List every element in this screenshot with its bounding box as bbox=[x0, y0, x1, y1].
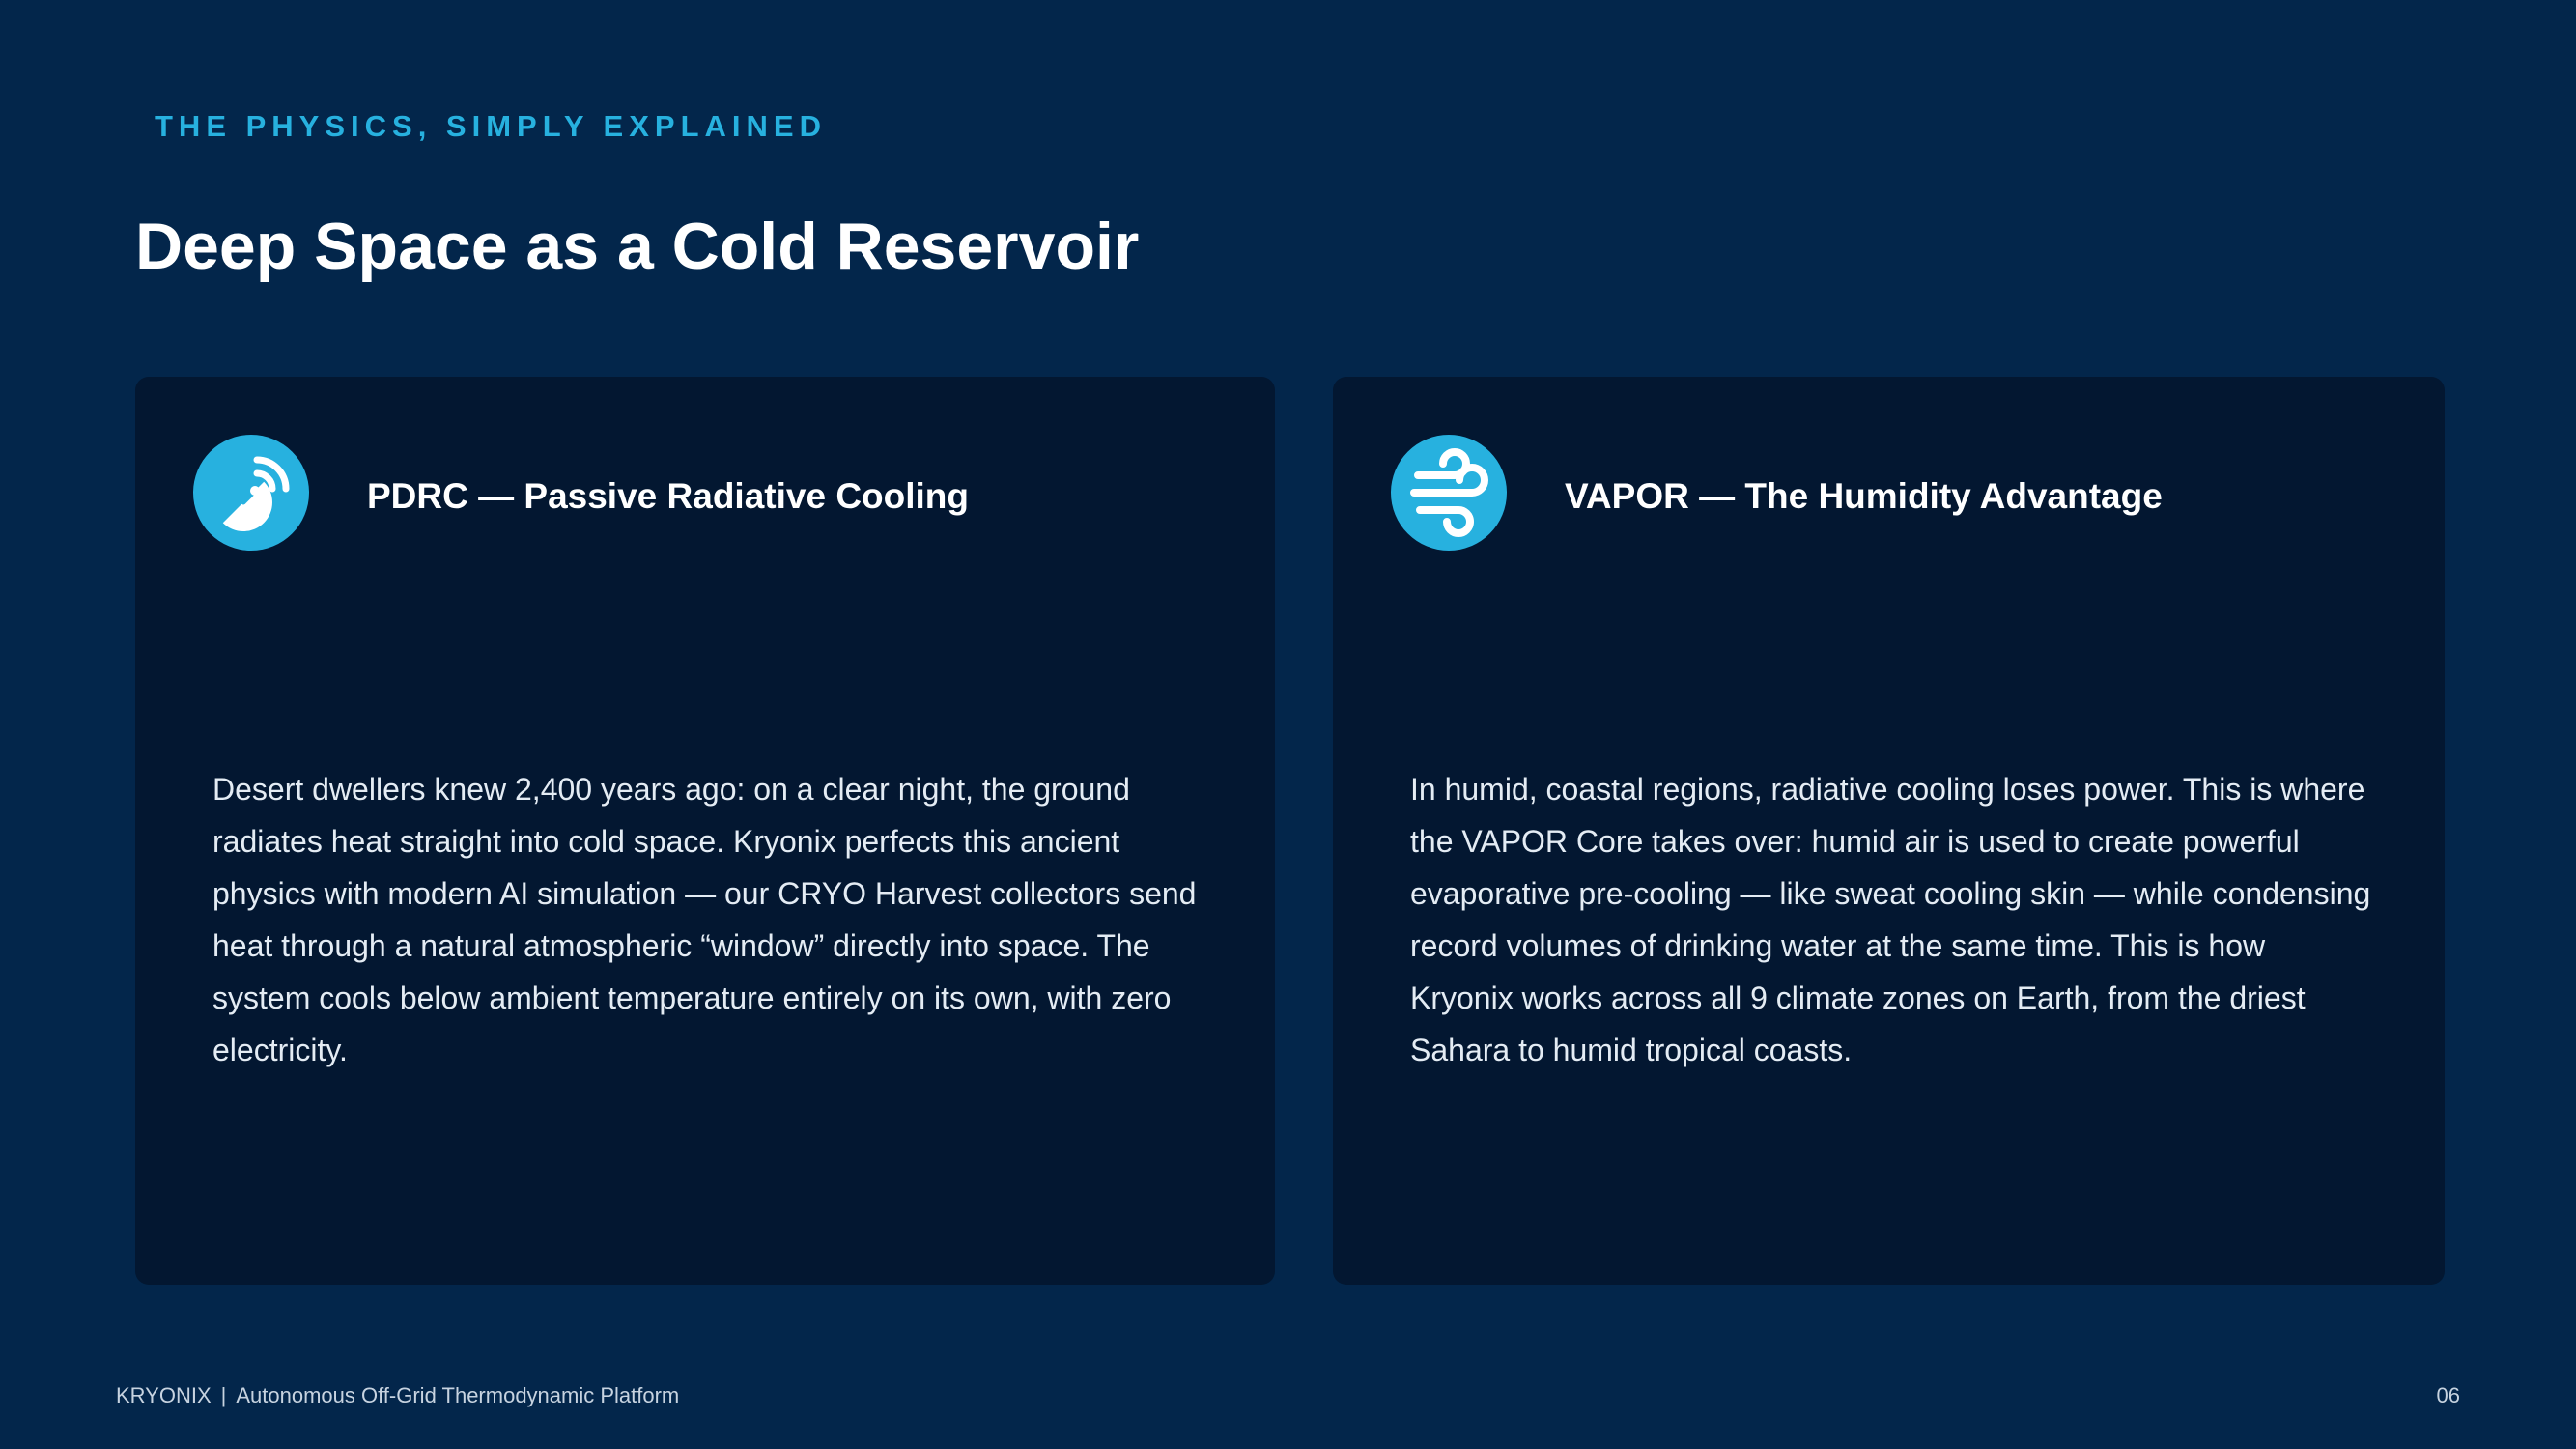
body-line: heat through a natural atmospheric “window” directly into space. The bbox=[212, 928, 1150, 963]
pdrc-card bbox=[135, 377, 1275, 1285]
vapor-card bbox=[1333, 377, 2445, 1285]
body-line: physics with modern AI simulation — our CRYO Harvest collectors send bbox=[212, 876, 1197, 911]
eyebrow-label: THE PHYSICS, SIMPLY EXPLAINED bbox=[155, 109, 827, 143]
footer-tagline: Autonomous Off-Grid Thermodynamic Platform bbox=[236, 1383, 680, 1407]
wind-icon bbox=[1391, 435, 1507, 551]
satellite-dish-icon bbox=[193, 435, 309, 551]
body-line: the VAPOR Core takes over: humid air is used to create powerful bbox=[1410, 824, 2300, 859]
body-line: Sahara to humid tropical coasts. bbox=[1410, 1033, 1853, 1067]
footer-brand-line bbox=[116, 1383, 679, 1408]
body-line: system cools below ambient temperature entirely on its own, with zero bbox=[212, 980, 1172, 1015]
body-line: electricity. bbox=[212, 1033, 348, 1067]
pdrc-card-body bbox=[212, 763, 1217, 1076]
page-title: Deep Space as a Cold Reservoir bbox=[135, 210, 1140, 283]
vapor-card-body bbox=[1410, 763, 2395, 1076]
footer-brand: KRYONIX bbox=[116, 1383, 212, 1407]
body-line: record volumes of drinking water at the same time. This is how bbox=[1410, 928, 2266, 963]
vapor-card-title: VAPOR — The Humidity Advantage bbox=[1565, 476, 2163, 516]
body-line: Kryonix works across all 9 climate zones on Earth, from the driest bbox=[1410, 980, 2306, 1015]
body-line: In humid, coastal regions, radiative cooling loses power. This is where bbox=[1410, 772, 2365, 807]
footer-separator: | bbox=[220, 1383, 227, 1407]
body-line: evaporative pre-cooling — like sweat cooling skin — while condensing bbox=[1410, 876, 2371, 911]
body-line: Desert dwellers knew 2,400 years ago: on a clear night, the ground bbox=[212, 772, 1130, 807]
page-number: 06 bbox=[2436, 1383, 2460, 1407]
pdrc-card-title: PDRC — Passive Radiative Cooling bbox=[367, 476, 970, 516]
body-line: radiates heat straight into cold space. Kryonix perfects this ancient bbox=[212, 824, 1120, 859]
